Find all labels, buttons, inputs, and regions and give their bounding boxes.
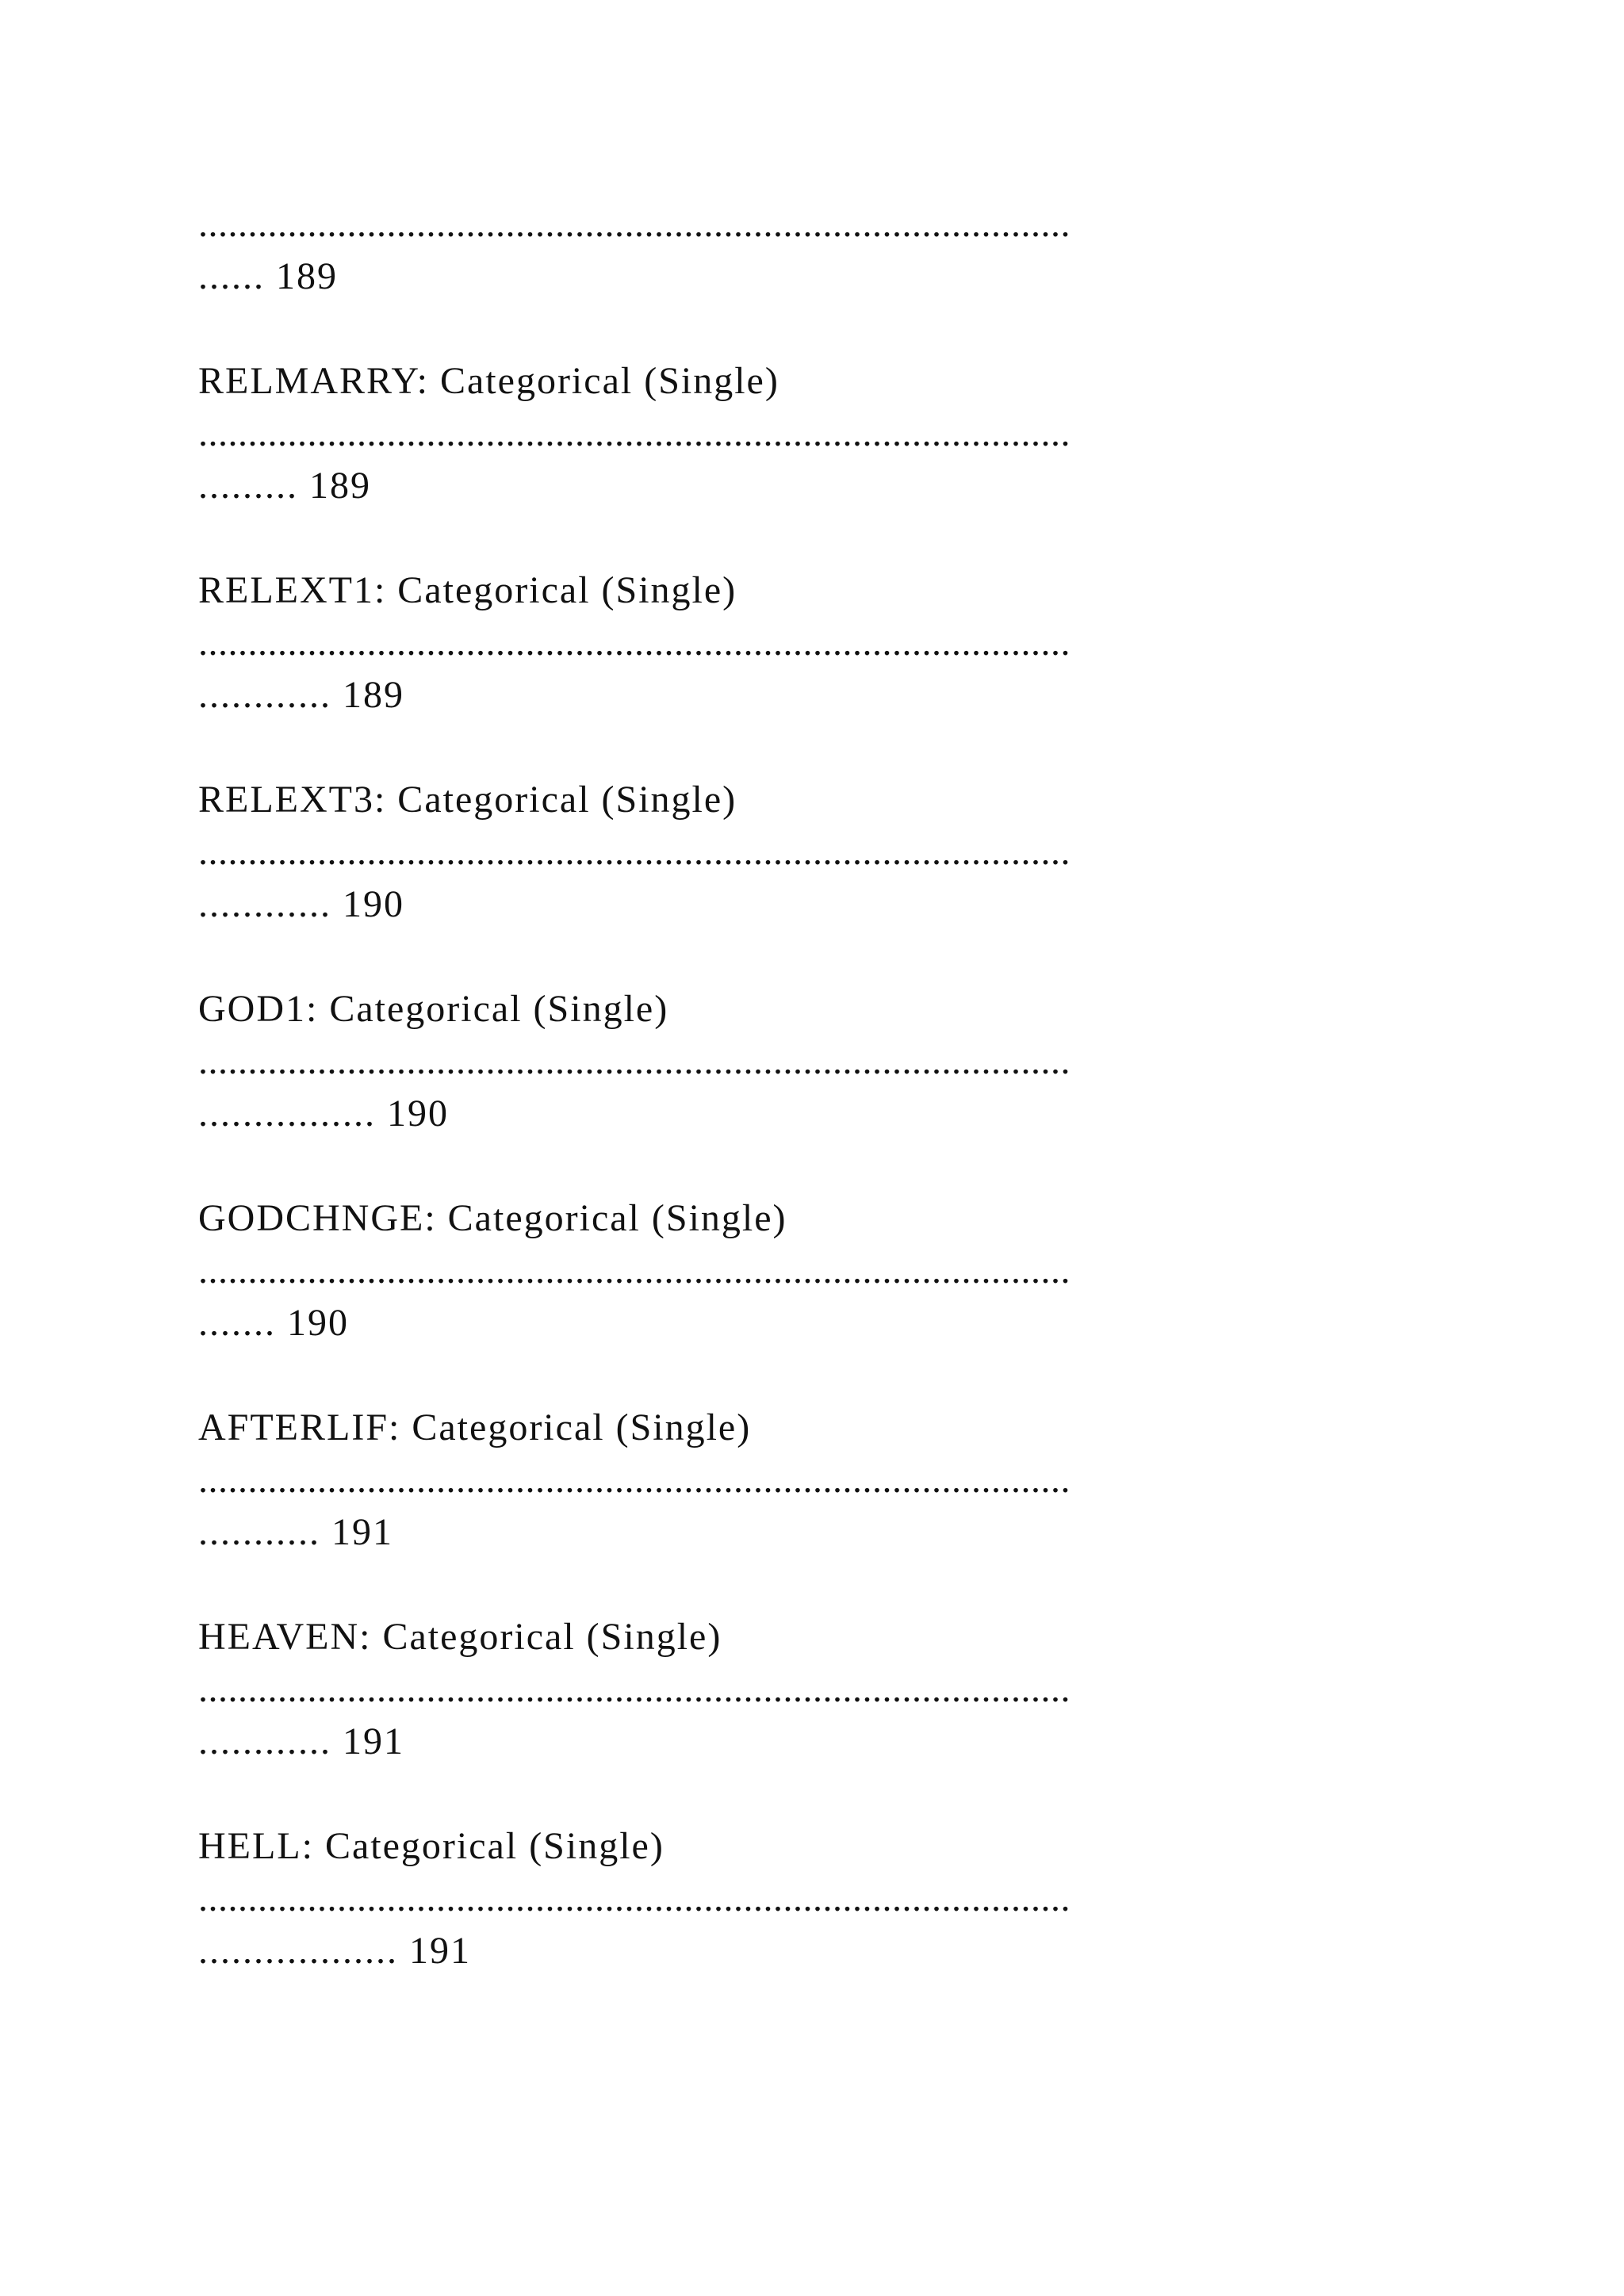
dot-leader-tail: ........... [198, 1511, 320, 1553]
leader-tail-line [198, 1716, 1435, 1768]
page-number: 190 [343, 883, 404, 925]
leader-tail-line [198, 1506, 1435, 1559]
dot-leader: ........................................................................................ [198, 1877, 1071, 1919]
leader-tail-line [198, 460, 1435, 512]
dot-leader: ........................................................................................ [198, 831, 1071, 873]
page-number: 191 [409, 1930, 471, 1972]
dot-leader: ........................................................................................ [198, 203, 1071, 245]
entry-label: RELEXT3: Categorical (Single) [198, 779, 737, 821]
entry-label: GOD1: Categorical (Single) [198, 988, 669, 1030]
dot-leader-tail: ............ [198, 883, 331, 925]
dot-leader-tail: ....... [198, 1302, 276, 1344]
dot-leader-tail: .................. [198, 1930, 398, 1972]
entry-label: RELMARRY: Categorical (Single) [198, 360, 779, 402]
entry-label: RELEXT1: Categorical (Single) [198, 569, 737, 611]
page-number: 189 [276, 255, 338, 297]
page-number: 191 [343, 1720, 404, 1762]
page-number: 189 [343, 674, 404, 716]
entry-label: GODCHNGE: Categorical (Single) [198, 1197, 787, 1239]
dot-leader: ........................................................................................ [198, 1040, 1071, 1082]
toc-entry-relext3 [198, 774, 1435, 931]
toc-entry-relext1 [198, 564, 1435, 721]
leader-tail-line [198, 251, 1435, 303]
leader-tail-line [198, 669, 1435, 721]
leader-tail-line [198, 1088, 1435, 1140]
dot-leader-tail: ......... [198, 465, 298, 507]
dot-leader: ........................................................................................ [198, 412, 1071, 454]
page-number: 191 [331, 1511, 393, 1553]
entry-label: AFTERLIF: Categorical (Single) [198, 1406, 752, 1448]
toc-entry-heaven [198, 1611, 1435, 1768]
toc-entry-god1 [198, 983, 1435, 1140]
dot-leader: ........................................................................................ [198, 1249, 1071, 1292]
dot-leader: ........................................................................................ [198, 1668, 1071, 1710]
leader-tail-line [198, 878, 1435, 931]
toc-entry-godchnge [198, 1192, 1435, 1349]
page-number: 189 [309, 465, 371, 507]
toc-entry-relmarry [198, 355, 1435, 512]
toc-entry-afterlif [198, 1402, 1435, 1559]
dot-leader-tail: ...... [198, 255, 265, 297]
dot-leader: ........................................................................................ [198, 1459, 1071, 1501]
dot-leader-tail: ............ [198, 674, 331, 716]
toc-page [198, 198, 1435, 1977]
entry-label: HEAVEN: Categorical (Single) [198, 1616, 722, 1658]
leader-tail-line [198, 1297, 1435, 1349]
toc-entry-hell [198, 1820, 1435, 1977]
entry-label: HELL: Categorical (Single) [198, 1825, 665, 1867]
dot-leader-tail: ............ [198, 1720, 331, 1762]
page-number: 190 [287, 1302, 349, 1344]
toc-entry-fragment [198, 198, 1435, 303]
page-number: 190 [387, 1093, 449, 1135]
dot-leader-tail: ................ [198, 1093, 376, 1135]
dot-leader: ........................................................................................ [198, 622, 1071, 664]
leader-tail-line [198, 1925, 1435, 1977]
